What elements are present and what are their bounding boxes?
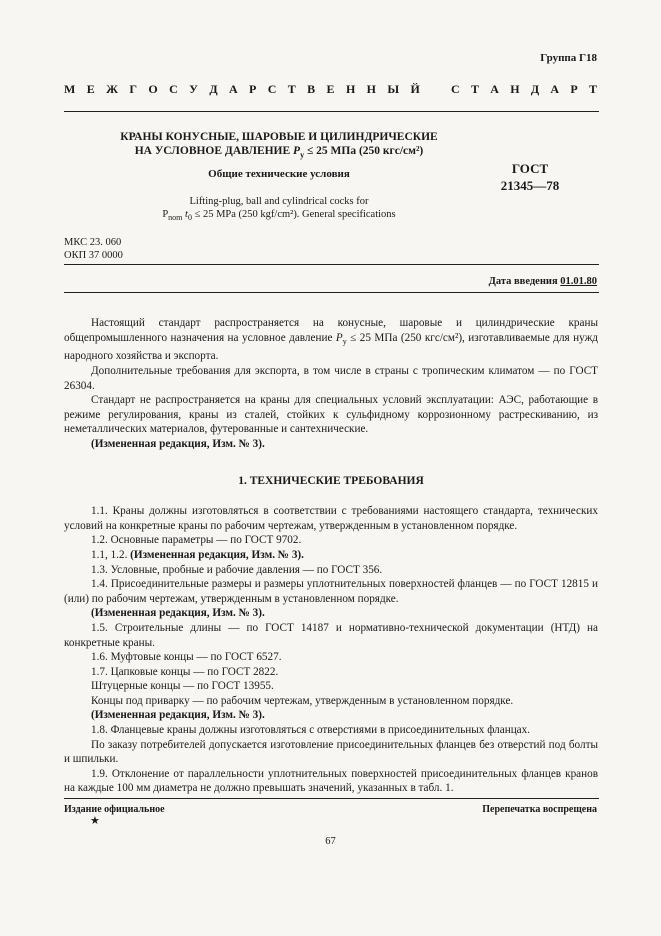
document-subtitle: Общие технические условия [208, 168, 350, 180]
english-title: Lifting-plug, ball and cylindrical cocks for $P_{nom}$ $t_0 \le 25$ MPa (250 kgf/cm²). General specifications [162, 196, 396, 223]
star-icon: ★ [90, 815, 100, 827]
clause-1-3: 1.3. Условные, пробные и рабочие давления — по ГОСТ 356. [91, 563, 383, 576]
reprint-prohibited: Перепечатка воспрещена [482, 804, 597, 815]
gost-number: 21345—78 [500, 178, 560, 193]
document-body [64, 316, 598, 796]
clause-1-8-extra: По заказу потребителей допускается изготовление присоединительных фланцев без отверстий под болты и шпильки. [64, 738, 598, 766]
title-line-1: КРАНЫ КОНУСНЫЕ, ШАРОВЫЕ И ЦИЛИНДРИЧЕСКИЕ [120, 131, 438, 143]
classification-codes [64, 236, 123, 262]
codes-rule [64, 264, 599, 265]
page-number: 67 [325, 836, 336, 847]
clause-1-6: 1.6. Муфтовые концы — по ГОСТ 6527. [91, 651, 282, 664]
clause-1-8: 1.8. Фланцевые краны должны изготовляться с отверстиями в присоединительных фланцах. [91, 724, 531, 737]
clause-1-7: 1.7. Цапковые концы — по ГОСТ 2822. [91, 665, 279, 678]
footer-rule [64, 798, 599, 799]
section-heading: 1. ТЕХНИЧЕСКИЕ ТРЕБОВАНИЯ [238, 474, 424, 487]
mks-code: МКС 23. 060 [64, 237, 122, 248]
clause-1-9: 1.9. Отклонение от параллельности уплотнительных поверхностей присоединительных фланцев кранов на каждые 100 мм диаметра не должно превышать значений, указанных в табл. 1. [64, 767, 598, 795]
group-code: Группа Г18 [540, 52, 597, 64]
document-title [64, 130, 494, 162]
intro-revision-note: (Измененная редакция, Изм. № 3). [91, 437, 265, 450]
banner-word-standard: С Т А Н Д А Р Т [451, 82, 597, 96]
effective-date: Дата введения 01.01.80 [488, 276, 597, 287]
okp-code: ОКП 37 0000 [64, 250, 123, 261]
header-rule [64, 111, 599, 112]
intro-paragraph-3: Стандарт не распространяется на краны для специальных условий эксплуатации: АЭС, работающие в режиме регулирования, краны из сталей, стойких к сульфидному коррозионному растрескиванию, из неметаллических материалов, футерованные и сантехнические. [64, 394, 598, 436]
date-rule [64, 292, 599, 293]
title-line-2: НА УСЛОВНОЕ ДАВЛЕНИЕ $P_y \le 25$ МПа (250 кгс/см²) [134, 145, 424, 160]
clause-1-1-1-2-revision: 1.1, 1.2. (Измененная редакция, Изм. № 3). [91, 548, 304, 561]
intro-paragraph-2: Дополнительные требования для экспорта, в том числе в страны с тропическим климатом — по ГОСТ 26304. [64, 365, 598, 392]
banner-word-interstate: М Е Ж Г О С У Д А Р С Т В Е Н Н Ы Й [64, 82, 420, 96]
clause-1-1: 1.1. Краны должны изготовляться в соответствии с требованиями настоящего стандарта, технических условий на конкретные краны по рабочим чертежам, утвержденным в установленном порядке. [64, 505, 598, 532]
standard-banner [64, 82, 597, 97]
clause-1-2: 1.2. Основные параметры — по ГОСТ 9702. [91, 534, 302, 547]
official-edition: Издание официальное [64, 804, 165, 815]
gost-designation [480, 160, 580, 194]
clause-fitting-ends: Штуцерные концы — по ГОСТ 13955. [91, 680, 274, 693]
clause-1-5: 1.5. Строительные длины — по ГОСТ 14187 и нормативно-технической документации (НТД) на конкретные краны. [64, 621, 598, 649]
clause-weld-ends: Концы под приварку — по рабочим чертежам, утвержденным в установленном порядке. [91, 694, 514, 707]
gost-label: ГОСТ [511, 161, 549, 176]
intro-paragraph-1: Настоящий стандарт распространяется на конусные, шаровые и цилиндрические краны общепромышленного назначения на условное давление $P_y \le 25$ МПа (250 кгс/см²), изготавливаемые для нужд народного хозяйства и экспорта. [64, 317, 598, 363]
clause-weld-revision: (Измененная редакция, Изм. № 3). [91, 709, 265, 722]
clause-1-4-revision: (Измененная редакция, Изм. № 3). [91, 607, 265, 620]
clause-1-4: 1.4. Присоединительные размеры и размеры уплотнительных поверхностей фланцев — по ГОСТ 12815 и (или) по рабочим чертежам, утвержденным в установленном порядке. [64, 578, 598, 605]
